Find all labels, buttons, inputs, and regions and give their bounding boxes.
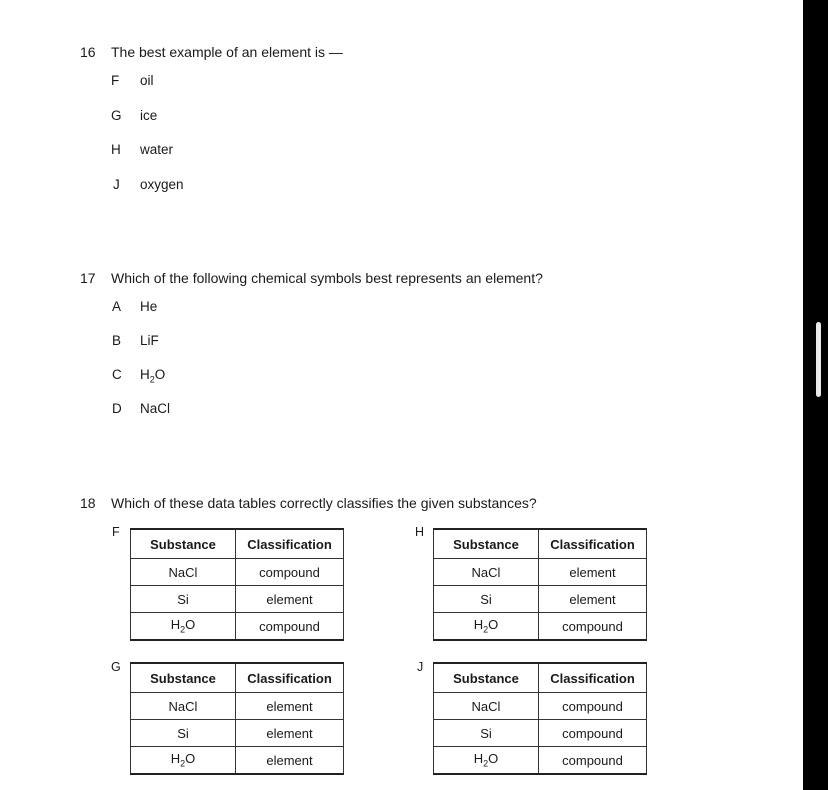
q17-option-d-text: NaCl <box>140 401 171 416</box>
substance-cell: $H_2O$ <box>131 747 236 775</box>
classification-cell: compound <box>539 720 647 747</box>
table-row <box>131 613 344 641</box>
q16-option-j-text: oxygen <box>140 177 184 192</box>
q16-option-h-letter: H <box>111 142 121 157</box>
substance-cell: Si <box>434 586 539 613</box>
table-header-row <box>131 529 344 559</box>
classification-cell: element <box>236 720 344 747</box>
table-row <box>131 720 344 747</box>
classification-cell: compound <box>539 613 647 641</box>
q18-table-f <box>130 528 344 641</box>
q18-table-g-letter: G <box>111 660 121 674</box>
q17-option-d-letter: D <box>112 401 122 416</box>
substance-cell: $H_2O$ <box>434 747 539 775</box>
q18-table-h <box>433 528 647 641</box>
classification-cell: compound <box>236 613 344 641</box>
question-17-number: 17 <box>80 270 96 286</box>
substance-cell: NaCl <box>434 559 539 586</box>
q16-option-f-text: oil <box>140 73 154 88</box>
classification-cell: element <box>236 586 344 613</box>
table-row <box>131 559 344 586</box>
table-row <box>131 747 344 775</box>
q18-table-j <box>433 662 647 775</box>
table-header-row <box>434 529 647 559</box>
classification-cell: element <box>539 559 647 586</box>
q17-option-c-letter: C <box>112 367 122 382</box>
table-header-classification: Classification <box>539 529 647 559</box>
table-header-classification: Classification <box>236 529 344 559</box>
q16-option-g-text: ice <box>140 108 158 123</box>
table-row <box>434 720 647 747</box>
q16-option-h-text: water <box>140 142 174 157</box>
substance-cell: Si <box>434 720 539 747</box>
q17-option-b-letter: B <box>112 333 122 348</box>
table-row <box>434 747 647 775</box>
classification-cell: element <box>539 586 647 613</box>
classification-cell: element <box>236 747 344 775</box>
table-row <box>434 693 647 720</box>
question-18-text: Which of these data tables correctly classifies the given substances? <box>111 495 537 511</box>
classification-cell: element <box>236 693 344 720</box>
q18-table-g <box>130 662 344 775</box>
classification-cell: compound <box>539 747 647 775</box>
question-16-number: 16 <box>80 44 96 60</box>
substance-cell: $H_2O$ <box>434 613 539 641</box>
table-header-substance: Substance <box>434 529 539 559</box>
q17-option-b-text: LiF <box>140 333 159 348</box>
table-row <box>434 613 647 641</box>
q18-table-f-letter: F <box>112 525 120 539</box>
q16-option-g-letter: G <box>111 108 122 123</box>
table-header-substance: Substance <box>131 529 236 559</box>
q17-option-c-formula: $H_2O$ <box>140 367 166 385</box>
q16-option-f-letter: F <box>111 73 120 88</box>
substance-cell: Si <box>131 586 236 613</box>
substance-cell: NaCl <box>434 693 539 720</box>
q17-option-a-letter: A <box>112 299 122 314</box>
q18-table-j-letter: J <box>417 660 424 674</box>
scrollbar-thumb[interactable] <box>816 322 821 397</box>
table-row <box>434 559 647 586</box>
q18-table-h-letter: H <box>415 525 425 539</box>
classification-cell: compound <box>236 559 344 586</box>
table-header-row <box>131 663 344 693</box>
question-17-text: Which of the following chemical symbols best represents an element? <box>111 270 543 286</box>
table-header-classification: Classification <box>236 663 344 693</box>
substance-cell: NaCl <box>131 559 236 586</box>
table-row <box>131 586 344 613</box>
table-header-row <box>434 663 647 693</box>
substance-cell: NaCl <box>131 693 236 720</box>
table-header-substance: Substance <box>131 663 236 693</box>
question-18-number: 18 <box>80 495 96 511</box>
classification-cell: compound <box>539 693 647 720</box>
q16-option-j-letter: J <box>113 177 120 192</box>
substance-cell: $H_2O$ <box>131 613 236 641</box>
table-header-substance: Substance <box>434 663 539 693</box>
substance-cell: Si <box>131 720 236 747</box>
q17-option-a-text: He <box>140 299 158 314</box>
table-row <box>131 693 344 720</box>
question-16-text: The best example of an element is — <box>111 44 343 60</box>
table-row <box>434 586 647 613</box>
table-header-classification: Classification <box>539 663 647 693</box>
